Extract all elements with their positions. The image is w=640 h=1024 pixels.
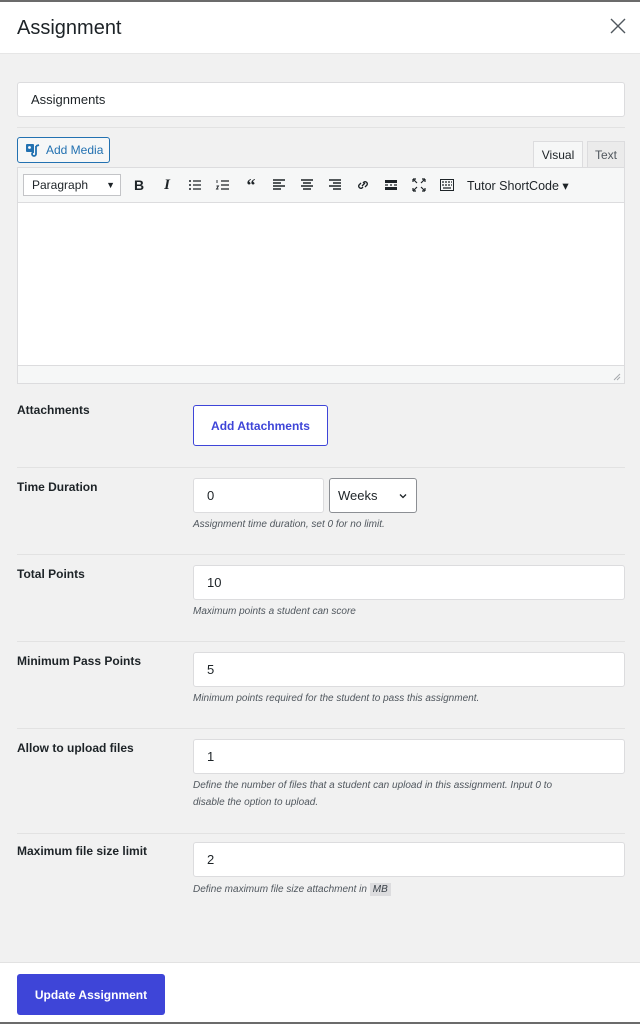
total-points-input[interactable]: 10 bbox=[193, 565, 625, 600]
link-icon[interactable] bbox=[349, 171, 377, 199]
chevron-down-icon: ▼ bbox=[106, 180, 115, 190]
divider bbox=[17, 728, 625, 729]
modal-title: Assignment bbox=[17, 17, 122, 39]
add-media-label: Add Media bbox=[46, 143, 104, 157]
time-duration-input[interactable]: 0 bbox=[193, 478, 324, 513]
upload-files-input[interactable]: 1 bbox=[193, 739, 625, 774]
total-points-label: Total Points bbox=[17, 567, 85, 581]
min-pass-points-label: Minimum Pass Points bbox=[17, 654, 142, 668]
divider bbox=[17, 833, 625, 834]
toolbar-toggle-icon[interactable] bbox=[433, 171, 461, 199]
update-assignment-button[interactable]: Update Assignment bbox=[17, 974, 165, 1015]
format-select-value: Paragraph bbox=[32, 178, 89, 192]
modal-body bbox=[0, 55, 640, 962]
blockquote-icon[interactable]: “ bbox=[246, 174, 256, 195]
max-file-size-help-text: Define maximum file size attachment in bbox=[193, 884, 367, 895]
bullet-list-icon[interactable] bbox=[181, 171, 209, 199]
file-size-unit-badge: MB bbox=[370, 883, 391, 896]
fullscreen-icon[interactable] bbox=[405, 171, 433, 199]
tab-text[interactable]: Text bbox=[587, 141, 625, 167]
editor-toolbar bbox=[18, 168, 624, 203]
time-duration-unit-select[interactable] bbox=[329, 478, 417, 513]
read-more-icon[interactable] bbox=[377, 171, 405, 199]
align-right-icon[interactable] bbox=[321, 171, 349, 199]
editor-statusbar bbox=[18, 365, 624, 383]
italic-icon[interactable]: I bbox=[164, 176, 170, 193]
total-points-help: Maximum points a student can score bbox=[193, 606, 356, 617]
divider bbox=[17, 127, 625, 128]
upload-files-label: Allow to upload files bbox=[17, 741, 134, 755]
numbered-list-icon[interactable] bbox=[209, 171, 237, 199]
modal-header bbox=[0, 2, 640, 54]
align-center-icon[interactable] bbox=[293, 171, 321, 199]
time-duration-unit-value: Weeks bbox=[338, 488, 378, 503]
max-file-size-help bbox=[193, 881, 391, 898]
time-duration-label: Time Duration bbox=[17, 480, 98, 494]
divider bbox=[17, 641, 625, 642]
align-left-icon[interactable] bbox=[265, 171, 293, 199]
chevron-down-icon bbox=[398, 491, 408, 501]
add-media-button[interactable] bbox=[17, 137, 110, 163]
divider bbox=[17, 554, 625, 555]
add-attachments-button[interactable]: Add Attachments bbox=[193, 405, 328, 446]
tab-visual[interactable]: Visual bbox=[533, 141, 583, 167]
editor-content-area[interactable] bbox=[18, 203, 624, 365]
max-file-size-label: Maximum file size limit bbox=[17, 844, 148, 858]
bold-icon[interactable]: B bbox=[133, 177, 145, 193]
min-pass-points-input[interactable]: 5 bbox=[193, 652, 625, 687]
assignment-title-input[interactable] bbox=[17, 82, 625, 117]
min-pass-points-help: Minimum points required for the student to pass this assignment. bbox=[193, 693, 480, 704]
max-file-size-input[interactable]: 2 bbox=[193, 842, 625, 877]
upload-files-help-line2: disable the option to upload. bbox=[193, 797, 319, 808]
attachments-label: Attachments bbox=[17, 403, 90, 417]
close-icon[interactable] bbox=[608, 16, 628, 36]
format-select[interactable] bbox=[23, 174, 121, 196]
resize-handle-icon[interactable] bbox=[612, 372, 621, 381]
rich-text-editor bbox=[17, 167, 625, 384]
upload-files-help-line1: Define the number of files that a student can upload in this assignment. Input 0 to bbox=[193, 780, 553, 791]
tutor-shortcode-menu[interactable]: Tutor ShortCode ▾ bbox=[467, 178, 569, 193]
media-icon bbox=[25, 142, 41, 158]
modal-footer bbox=[0, 962, 640, 1022]
divider bbox=[17, 467, 625, 468]
time-duration-help: Assignment time duration, set 0 for no limit. bbox=[193, 519, 385, 530]
